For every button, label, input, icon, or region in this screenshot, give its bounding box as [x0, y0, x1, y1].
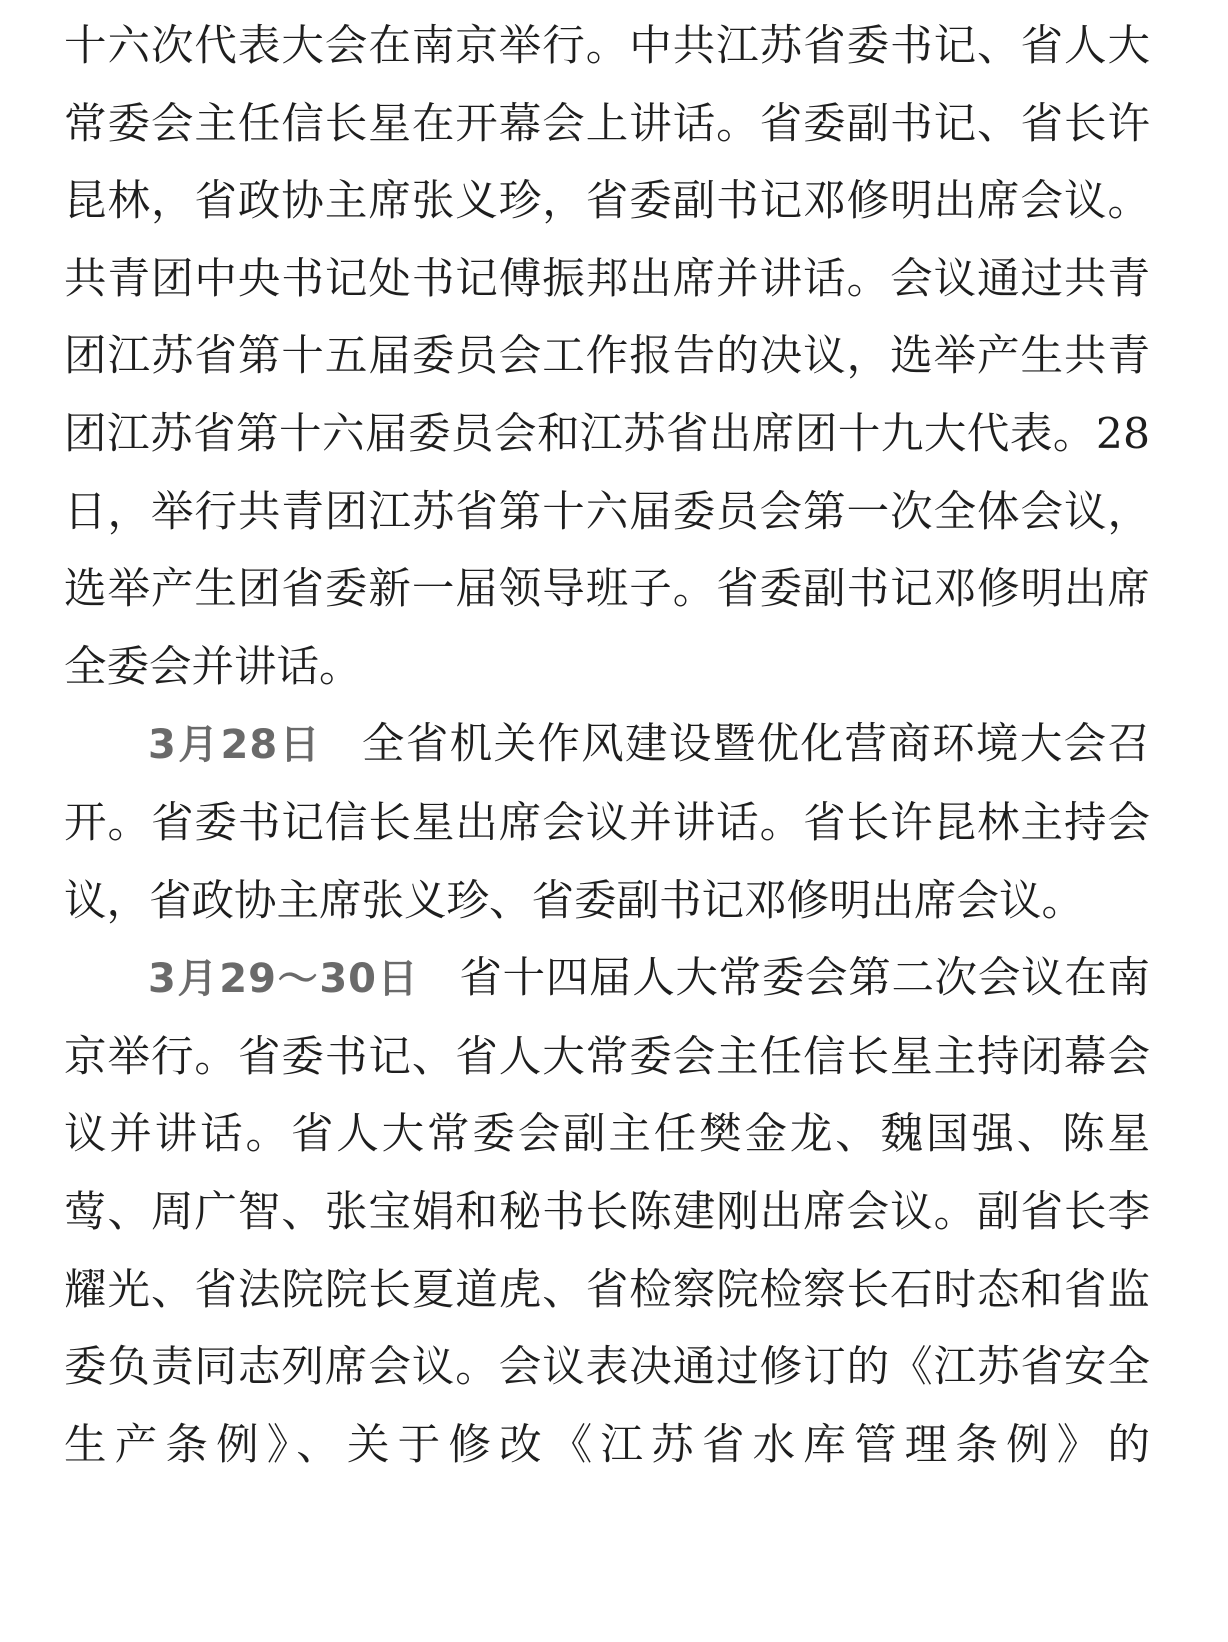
paragraph-work-style-conference [64, 706, 1150, 940]
entry-date: 3月29～30日 [148, 956, 420, 1003]
document-page [64, 8, 1150, 1484]
paragraph-text: 省十四届人大常委会第二次会议在南京举行。省委书记、省人大常委会主任信长星主持闭幕会议并讲话。省人大常委会副主任樊金龙、魏国强、陈星莺、周广智、张宝娟和秘书长陈建刚出席会议。副省长李耀光、省法院院长夏道虎、省检察院检察长石时态和省监委负责同志列席会议。会议表决通过修订的《江苏省安全生产条例》、关于修改《江苏省水库管理条例》的 [64, 954, 1150, 1470]
paragraph-text: 全省机关作风建设暨优化营商环境大会召开。省委书记信长星出席会议并讲话。省长许昆林主持会议，省政协主席张义珍、省委副书记邓修明出席会议。 [64, 720, 1150, 926]
paragraph-standing-committee-session [64, 940, 1150, 1484]
entry-date: 3月28日 [148, 722, 322, 769]
paragraph-youth-league-congress [64, 8, 1150, 706]
paragraph-text: 十六次代表大会在南京举行。中共江苏省委书记、省人大常委会主任信长星在开幕会上讲话。省委副书记、省长许昆林，省政协主席张义珍，省委副书记邓修明出席会议。共青团中央书记处书记傅振邦出席并讲话。会议通过共青团江苏省第十五届委员会工作报告的决议，选举产生共青团江苏省第十六届委员会和江苏省出席团十九大代表。28日，举行共青团江苏省第十六届委员会第一次全体会议，选举产生团省委新一届领导班子。省委副书记邓修明出席全委会并讲话。 [64, 22, 1150, 692]
